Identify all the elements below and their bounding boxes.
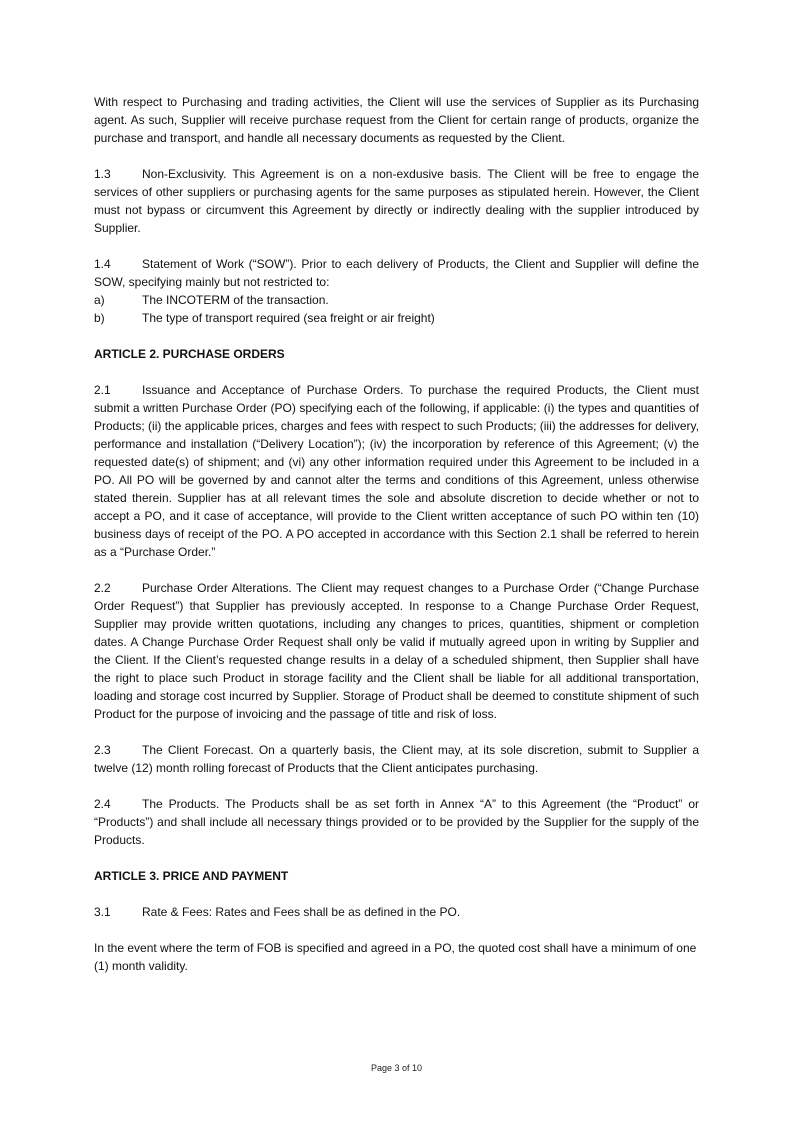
- section-2-2: [94, 579, 699, 723]
- document-body: [94, 93, 699, 993]
- section-1-4-paragraph: [94, 255, 699, 291]
- fob-paragraph: In the event where the term of FOB is specified and agreed in a PO, the quoted cost shall have a minimum of one (1) month validity.: [94, 941, 697, 973]
- page-footer: Page 3 of 10: [370, 1063, 423, 1073]
- section-text: Rate & Fees: Rates and Fees shall be as defined in the PO.: [142, 905, 461, 919]
- section-text: Purchase Order Alterations. The Client may request changes to a Purchase Order (“Change Purchase Order Request”) that Supplier has previously accepted. In response to a Change Purchase Order Request, Supplier may provide written quotations, including any changes to prices, quantities, shipment or completion dates. A Change Purchase Order Request shall only be valid if mutually agreed upon in writing by Supplier and the Client. If the Client’s requested change results in a delay of a scheduled shipment, then Supplier shall have the right to place such Product in storage facility and the Client shall be liable for all additional transportation, loading and storage cost incurred by Supplier. Storage of Product shall be deemed to constitute shipment of such Product for the purpose of invoicing and the passage of title and risk of loss.: [94, 581, 699, 721]
- section-text: The Client Forecast. On a quarterly basis, the Client may, at its sole discretion, submit to Supplier a twelve (12) month rolling forecast of Products that the Client anticipates purchasing.: [94, 743, 699, 775]
- article-3-heading: ARTICLE 3. PRICE AND PAYMENT: [94, 869, 289, 883]
- list-item: [94, 309, 699, 327]
- section-number: 1.3: [94, 167, 111, 181]
- section-number: 3.1: [94, 905, 111, 919]
- section-1-4: [94, 255, 699, 327]
- section-text: Non-Exclusivity. This Agreement is on a non-exdusive basis. The Client will be free to engage the services of other suppliers or purchasing agents for the same purposes as stipulated herein. However, the Client must not bypass or circumvent this Agreement by directly or indirectly dealing with the supplier introduced by Supplier.: [94, 167, 699, 235]
- section-3-1: [94, 903, 699, 921]
- article-2-heading: ARTICLE 2. PURCHASE ORDERS: [94, 347, 285, 361]
- list-item: [94, 291, 699, 309]
- section-2-1: [94, 381, 699, 561]
- list-item-text: The INCOTERM of the transaction.: [142, 293, 329, 307]
- section-text: Issuance and Acceptance of Purchase Orders. To purchase the required Products, the Client must submit a written Purchase Order (PO) specifying each of the following, if applicable: (i) the types and quantities of Products; (ii) the applicable prices, charges and fees with respect to such Products; (iii) the addresses for delivery, performance and installation (“Delivery Location”); (iv) the incorporation by reference of this Agreement; (v) the requested date(s) of shipment; and (vi) any other information required under this Agreement to be included in a PO. All PO will be governed by and cannot alter the terms and conditions of this Agreement, unless otherwise stated therein. Supplier has at all relevant times the sole and absolute discretion to decide whether or not to accept a PO, and it case of acceptance, will provide to the Client written acceptance of such PO within ten (10) business days of receipt of the PO. A PO accepted in accordance with this Section 2.1 shall be referred to herein as a “Purchase Order.”: [94, 383, 699, 559]
- list-marker: b): [94, 311, 105, 325]
- section-1-3: [94, 165, 699, 237]
- section-2-3: [94, 741, 699, 777]
- section-number: 1.4: [94, 257, 111, 271]
- section-number: 2.3: [94, 743, 111, 757]
- intro-paragraph: With respect to Purchasing and trading activities, the Client will use the services of Supplier as its Purchasing agent. As such, Supplier will receive purchase request from the Client for certain range of products, organize the purchase and transport, and handle all necessary documents as requested by the Client.: [94, 95, 699, 145]
- section-number: 2.4: [94, 797, 111, 811]
- section-text: The Products. The Products shall be as set forth in Annex “A” to this Agreement (the “Product” or “Products”) and shall include all necessary things provided or to be provided by the Supplier for the supply of the Products.: [94, 797, 699, 847]
- list-marker: a): [94, 293, 105, 307]
- section-2-4: [94, 795, 699, 849]
- section-text: Statement of Work (“SOW”). Prior to each delivery of Products, the Client and Supplier will define the SOW, specifying mainly but not restricted to:: [94, 257, 699, 289]
- list-item-text: The type of transport required (sea freight or air freight): [142, 311, 435, 325]
- section-number: 2.1: [94, 383, 111, 397]
- section-number: 2.2: [94, 581, 111, 595]
